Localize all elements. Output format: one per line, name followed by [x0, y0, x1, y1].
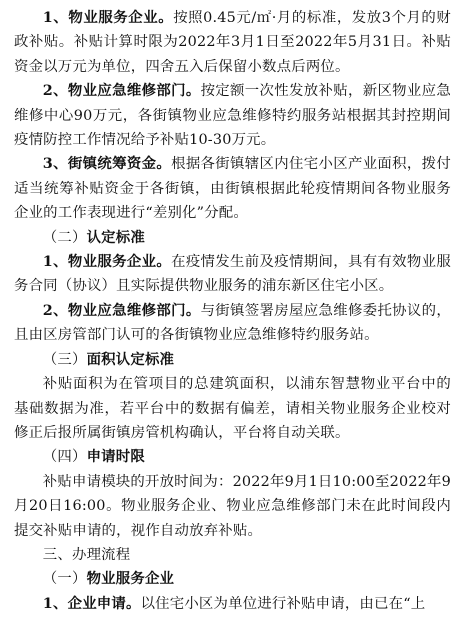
paragraph-text: 补贴申请模块的开放时间为：2022年9月1日10:00至2022年9月20日16:00。物业服务企业、物业应急维修部门未在此时间段内提交补贴申请的，视作自动放弃补贴。: [14, 473, 451, 539]
section-heading-process-property: [14, 567, 451, 591]
paragraph-text: 按照0.45元/㎡·月的标准，发放3个月的财政补贴。补贴计算时限为2022年3月1日至2022年5月31日。补贴资金以万元为单位，四舍五入后保留小数点后两位。: [14, 10, 451, 75]
paragraph-text: 按定额一次性发放补贴，新区物业应急维修中心90万元，各街镇物业应急维修特约服务站根据其封控期间疫情防控工作情况给予补贴10-30万元。: [14, 83, 451, 149]
section-heading-criteria: [14, 226, 451, 250]
paragraph-text: 以住宅小区为单位进行补贴申请，由已在“上: [140, 595, 426, 612]
paragraph-text: 补贴面积为在管项目的总建筑面积，以浦东智慧物业平台中的基础数据为准，若平台中的数据有偏差，请相关物业服务企业校对修正后报所属街镇房管机构确认，平台将自动关联。: [14, 376, 451, 441]
paragraph-area-standard: [14, 372, 451, 445]
paragraph-lead: 1、物业服务企业。: [42, 9, 174, 26]
paragraph-property-service-subsidy: [14, 6, 451, 79]
paragraph-text: 根据各街镇辖区内住宅小区产业面积，拨付适当统筹补贴资金于各街镇，由街镇根据此轮疫情期间各物业服务企业的工作表现进行“差别化”分配。: [14, 156, 451, 222]
paragraph-lead: 2、物业应急维修部门。: [42, 82, 201, 100]
heading-number: （四）: [42, 449, 87, 466]
heading-text: 物业服务企业: [86, 570, 175, 588]
heading-number: （一）: [42, 571, 87, 588]
paragraph-text: 在疫情发生前及疫情期间，具有有效物业服务合同（协议）且实际提供物业服务的浦东新区住宅小区。: [14, 254, 451, 295]
heading-number: （二）: [42, 229, 87, 246]
section-heading-deadline: [14, 445, 451, 469]
paragraph-lead: 1、企业申请。: [42, 594, 141, 612]
heading-number: （三）: [42, 351, 87, 368]
document-page: [14, 6, 451, 616]
paragraph-street-funds: [14, 152, 451, 225]
paragraph-text: 与街镇签署房屋应急维修委托协议的，且由区房管部门认可的各街镇物业应急维修特约服务站。: [14, 302, 451, 344]
paragraph-lead: 2、物业应急维修部门。: [42, 301, 201, 319]
section-heading-area: [14, 348, 451, 372]
paragraph-criteria-property-service: [14, 250, 451, 299]
heading-text: 三、办理流程: [42, 546, 131, 563]
heading-text: 认定标准: [86, 228, 145, 246]
paragraph-deadline: [14, 470, 451, 543]
paragraph-company-application: [14, 592, 451, 616]
heading-text: 申请时限: [86, 448, 145, 466]
heading-text: 面积认定标准: [86, 350, 175, 368]
paragraph-criteria-emergency-repair: [14, 299, 451, 348]
paragraph-lead: 3、街镇统筹资金。: [42, 155, 172, 173]
paragraph-emergency-repair-subsidy: [14, 79, 451, 152]
section-heading-process: [14, 543, 451, 567]
paragraph-lead: 1、物业服务企业。: [42, 253, 172, 271]
